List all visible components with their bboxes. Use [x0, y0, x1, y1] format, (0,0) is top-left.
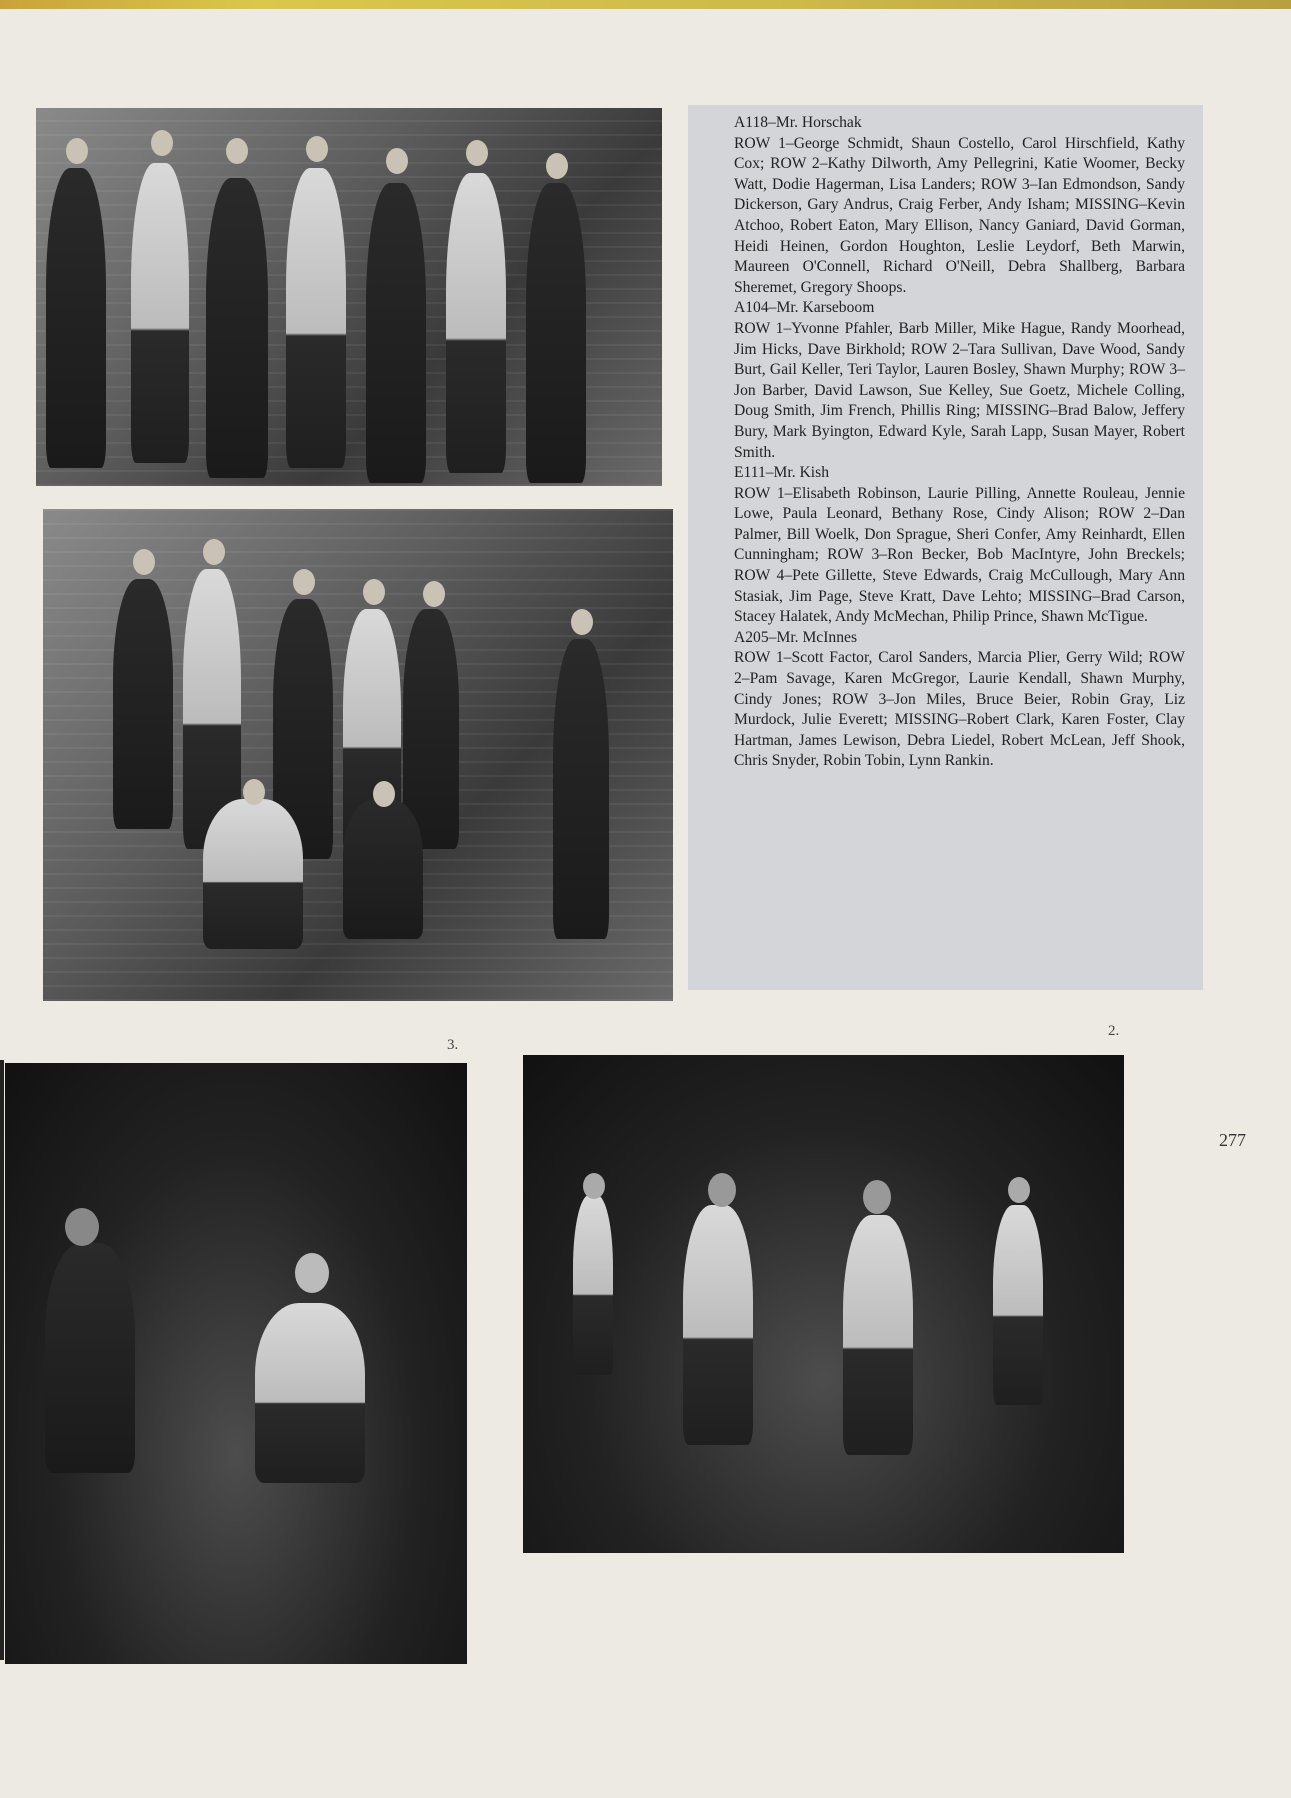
room-names: ROW 1–George Schmidt, Shaun Costello, Carol Hirschfield, Kathy Cox; ROW 2–Kathy Dilworth, Amy Pellegrini, Katie Woomer, Becky Watt, Dodie Hagerman, Lisa Landers; ROW 3–Ian Edmondson, Sandy Dickerson, Gary Andrus, Craig Ferber, Andy Isham; MISSING–Kevin Atchoo, Robert Eaton, Mary Ellison, Nancy Ganiard, David Gorman, Heidi Heinen, Gordon Houghton, Leslie Leydorf, Beth Marwin, Maureen O'Connell, Richard O'Neill, Debra Shallberg, Barbara Sheremet, Gregory Shoops. — [734, 134, 1185, 296]
homeroom-group-photo-1 — [36, 108, 662, 486]
soccer-game-photo — [5, 1063, 467, 1664]
room-names: ROW 1–Yvonne Pfahler, Barb Miller, Mike Hague, Randy Moorhead, Jim Hicks, Dave Birkhold; ROW 2–Tara Sullivan, Dave Wood, Sandy Burt, Gail Keller, Teri Taylor, Lauren Bosley, Shawn Murphy; ROW 3–Jon Barber, David Lawson, Sue Kelley, Sue Goetz, Michele Colling, Doug Smith, Jim French, Phillis Ring; MISSING–Brad Balow, Jeffery Bury, Mark Byington, Edward Kyle, Sarah Lapp, Susan Mayer, Robert Smith. — [734, 319, 1185, 461]
homeroom-group-photo-2 — [43, 509, 673, 1001]
room-heading: A104–Mr. Karseboom — [734, 299, 875, 317]
page-number: 277 — [1219, 1130, 1246, 1150]
soccer-photo-label: 3. — [447, 1037, 459, 1053]
caption-a118 — [734, 113, 1185, 298]
room-heading: A118–Mr. Horschak — [734, 114, 862, 131]
homeroom-caption-box — [688, 105, 1203, 990]
room-names: ROW 1–Elisabeth Robinson, Laurie Pilling, Annette Rouleau, Jennie Lowe, Paula Leonard, Bethany Rose, Cindy Alison; ROW 2–Dan Palmer, Bill Woelk, Don Sprague, Sheri Confer, Amy Reinhardt, Ellen Cunningham; ROW 3–Ron Becker, Bob MacIntyre, John Breckels; ROW 4–Pete Gillette, Steve Edwards, Craig McCullough, Mary Ann Stasiak, Jim Page, Steve Kratt, Dave Lehto; MISSING–Brad Carson, Stacey Halatek, Andy McMechan, Philip Prince, Shawn McTigue. — [734, 484, 1185, 626]
room-heading: A205–Mr. McInnes — [734, 628, 858, 646]
caption-a104 — [734, 298, 1185, 463]
caption-e111 — [734, 463, 1185, 628]
cheerleaders-photo — [523, 1055, 1124, 1553]
room-names: ROW 1–Scott Factor, Carol Sanders, Marcia Plier, Gerry Wild; ROW 2–Pam Savage, Karen McGregor, Laurie Kendall, Shawn Murphy, Cindy Jones; ROW 3–Jon Miles, Bruce Beier, Robin Gray, Liz Murdock, Julie Everett; MISSING–Robert Clark, Karen Foster, Clay Hartman, James Lewison, Debra Liedel, Robert McLean, Jeff Shook, Chris Snyder, Robin Tobin, Lynn Rankin. — [734, 649, 1185, 770]
page-binding-shadow — [0, 1060, 4, 1660]
page-top-edge — [0, 0, 1291, 9]
caption-a205 — [734, 628, 1185, 772]
room-heading: E111–Mr. Kish — [734, 464, 830, 482]
cheerleader-photo-label: 2. — [1108, 1023, 1120, 1039]
